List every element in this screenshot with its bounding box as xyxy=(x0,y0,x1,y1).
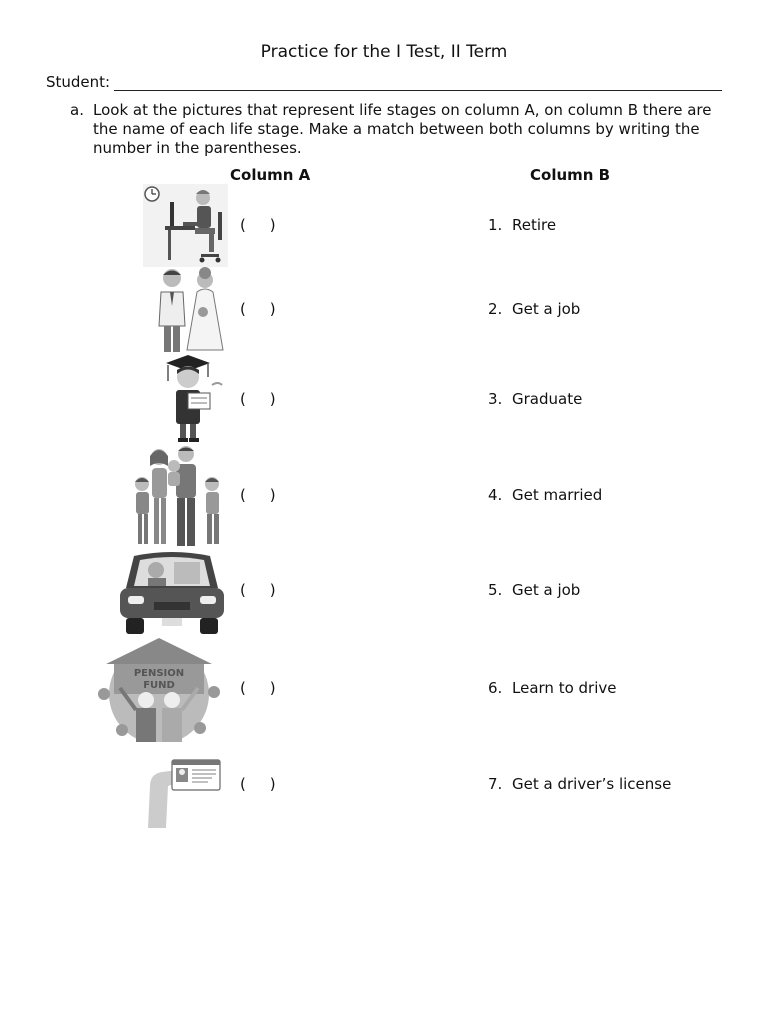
column-a-header: Column A xyxy=(230,166,311,184)
column-b-item xyxy=(488,775,671,793)
student-field xyxy=(46,73,722,91)
pension-fund-icon xyxy=(98,636,220,742)
item-number: 7. xyxy=(488,775,503,793)
column-b-item xyxy=(488,679,616,697)
answer-parentheses[interactable]: ( ) xyxy=(240,775,276,793)
student-name-line[interactable] xyxy=(114,76,722,91)
drivers-license-icon xyxy=(136,752,222,828)
car-driver-icon xyxy=(118,548,226,636)
office-worker-icon xyxy=(143,184,228,267)
item-number: 1. xyxy=(488,216,503,234)
item-label: Learn to drive xyxy=(512,679,617,697)
answer-parentheses[interactable]: ( ) xyxy=(240,216,276,234)
column-b-header: Column B xyxy=(530,166,611,184)
item-number: 5. xyxy=(488,581,503,599)
item-number: 2. xyxy=(488,300,503,318)
answer-parentheses[interactable]: ( ) xyxy=(240,581,276,599)
item-label: Graduate xyxy=(512,390,583,408)
item-label: Get a job xyxy=(512,581,581,599)
graduate-icon xyxy=(162,355,226,443)
instruction-text: Look at the pictures that represent life stages on column A, on column B there are the name of each life stage. Make a match between both columns by writing the number in the parentheses. xyxy=(93,101,712,157)
instruction xyxy=(70,101,730,158)
column-b-item xyxy=(488,486,602,504)
wedding-couple-icon xyxy=(155,266,227,354)
column-b-item xyxy=(488,216,556,234)
family-icon xyxy=(128,444,226,548)
item-number: 4. xyxy=(488,486,503,504)
answer-parentheses[interactable]: ( ) xyxy=(240,300,276,318)
column-b-item xyxy=(488,390,582,408)
pension-sign-line2: FUND xyxy=(143,680,175,691)
item-number: 6. xyxy=(488,679,503,697)
page-title: Practice for the I Test, II Term xyxy=(260,42,508,62)
answer-parentheses[interactable]: ( ) xyxy=(240,679,276,697)
column-b-item xyxy=(488,581,580,599)
answer-parentheses[interactable]: ( ) xyxy=(240,390,276,408)
column-b-item xyxy=(488,300,580,318)
item-label: Get married xyxy=(512,486,603,504)
item-label: Get a driver’s license xyxy=(512,775,672,793)
item-label: Get a job xyxy=(512,300,581,318)
pension-sign-line1: PENSION xyxy=(133,668,185,679)
item-label: Retire xyxy=(512,216,557,234)
answer-parentheses[interactable]: ( ) xyxy=(240,486,276,504)
student-label: Student: xyxy=(46,73,111,91)
item-number: 3. xyxy=(488,390,503,408)
instruction-marker: a. xyxy=(70,101,84,119)
